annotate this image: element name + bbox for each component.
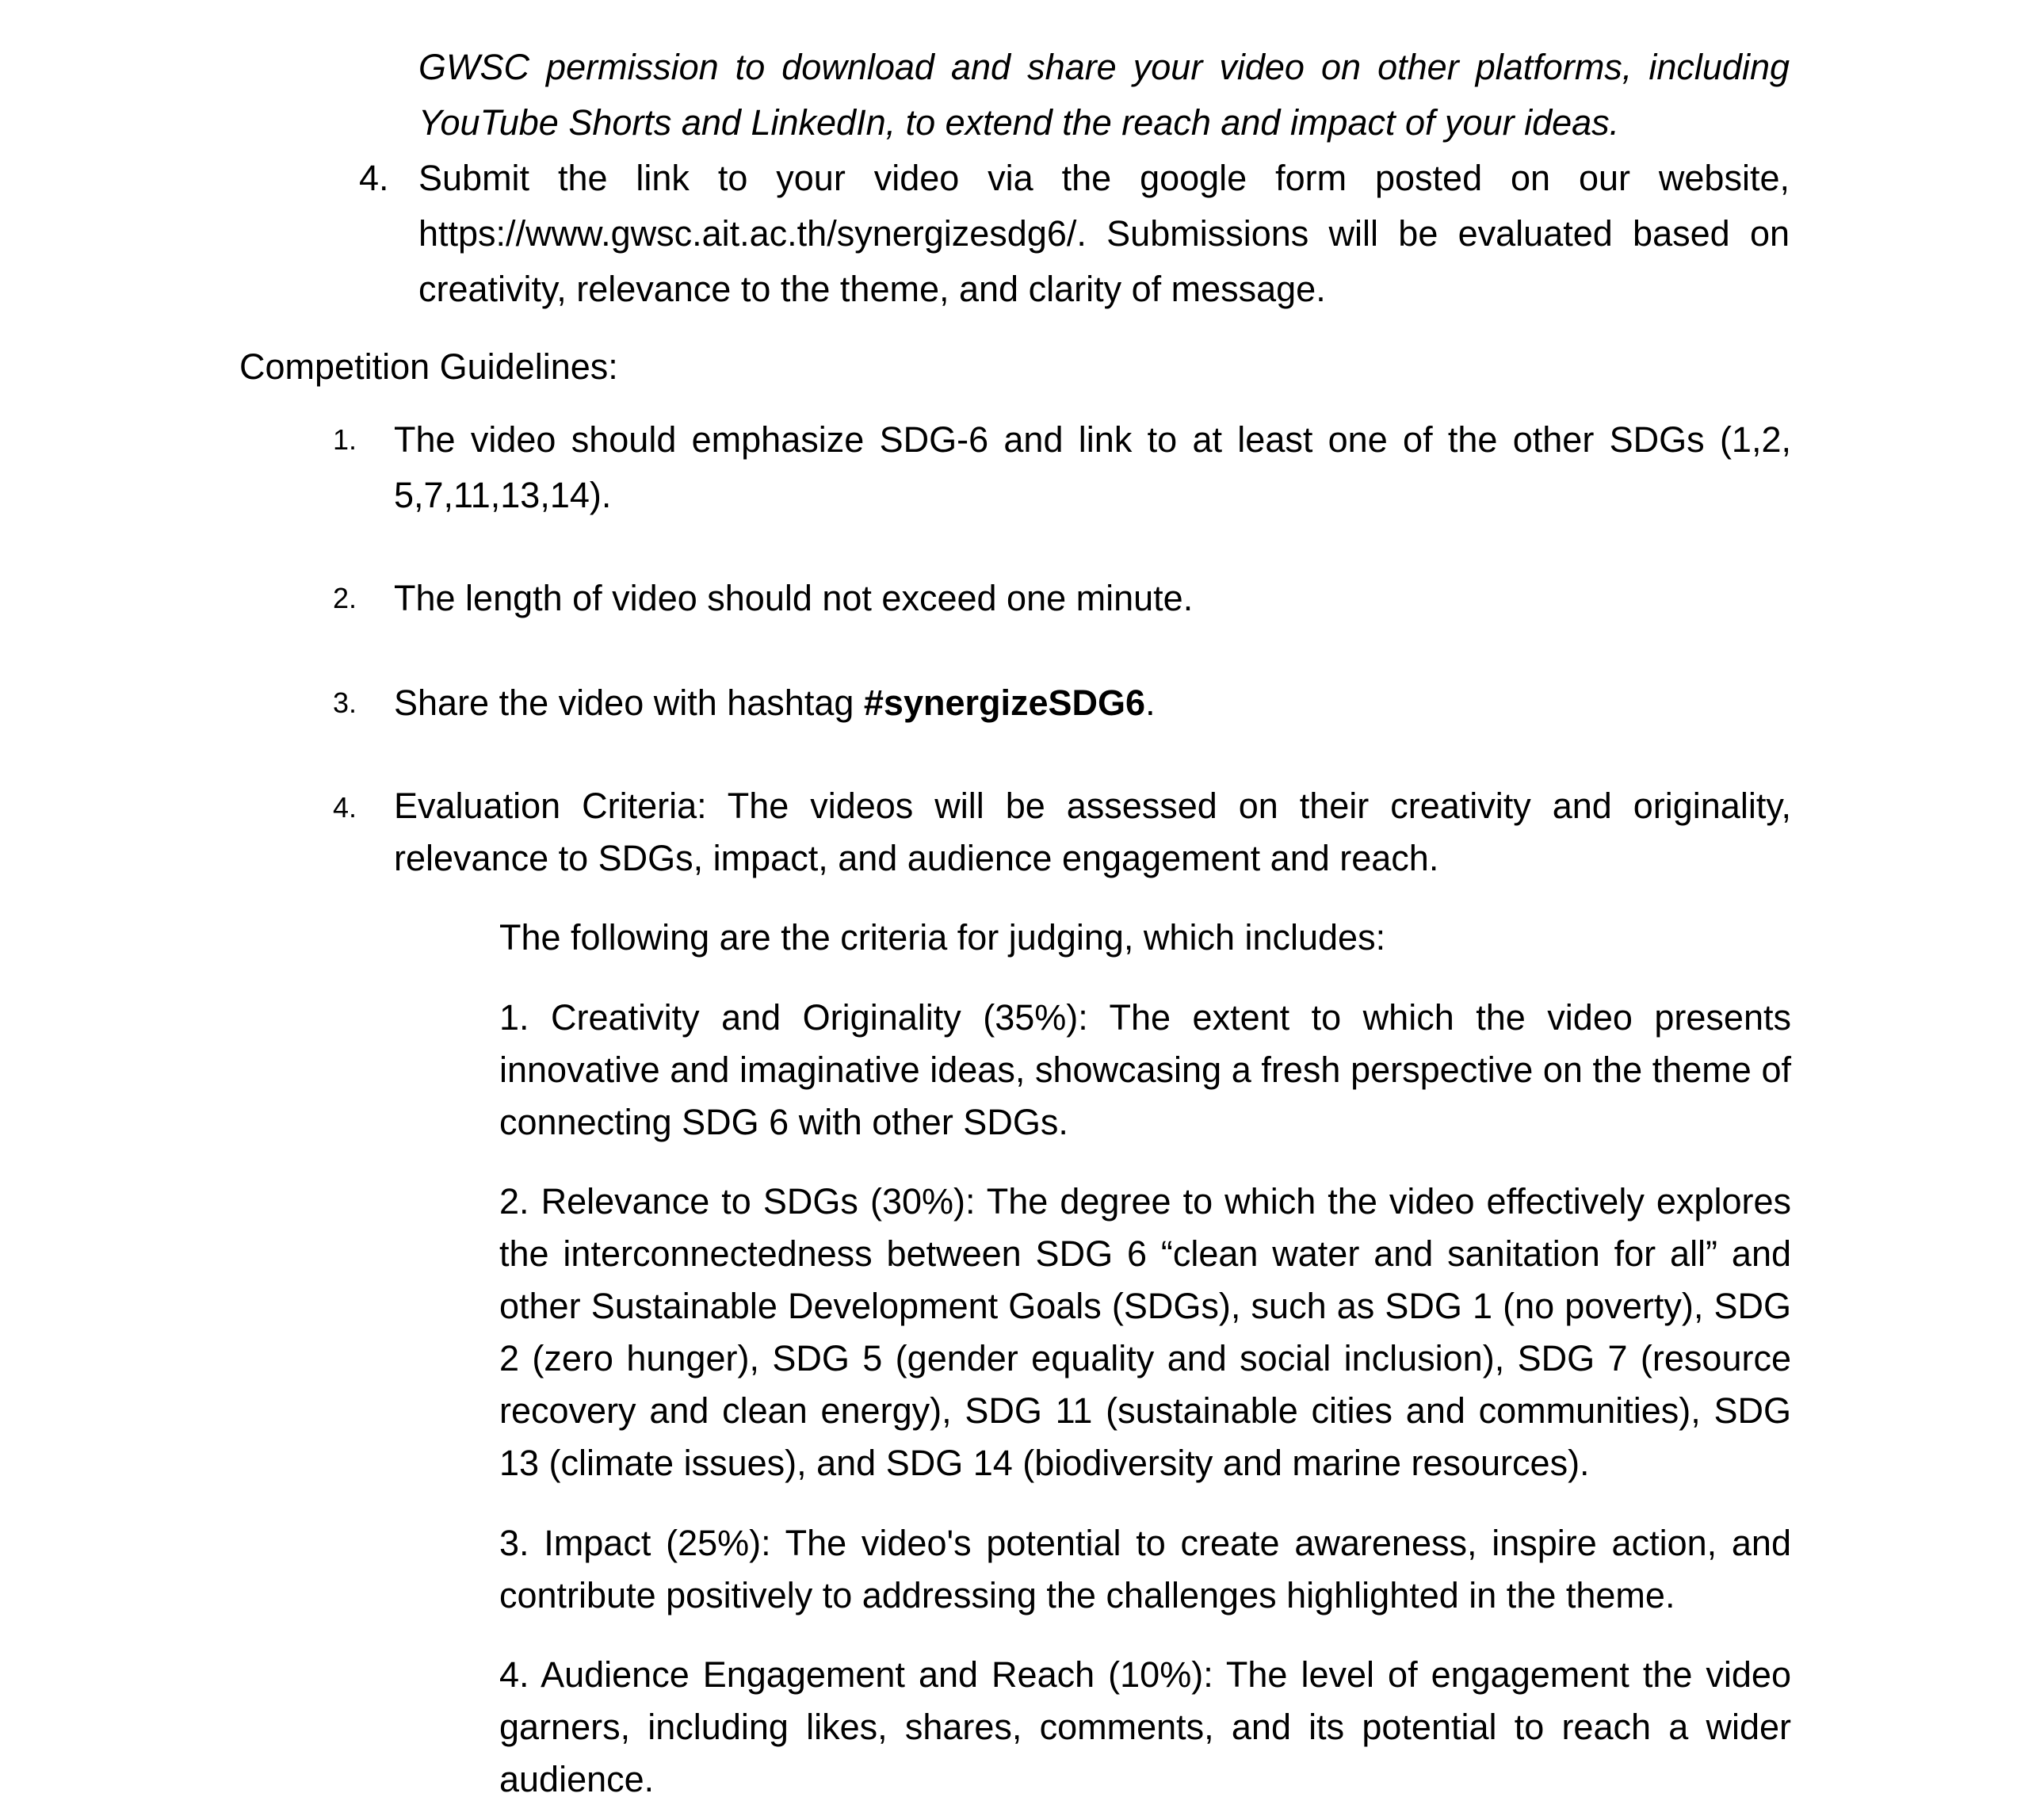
criterion-3: 3. Impact (25%): The video's potential to create awareness, inspire action, and contribute positively to addressing the challenges highlighted in the theme. bbox=[499, 1523, 1791, 1615]
guidelines-heading: Competition Guidelines: bbox=[239, 346, 618, 387]
step-4-paragraph: Submit the link to your video via the google form posted on our website, https://www.gwsc.ait.ac.th/synergizesdg6/. Submissions will be evaluated based on creativity, relevance to the theme, and clarity of message. bbox=[418, 158, 1790, 309]
guideline-3-text bbox=[394, 675, 1791, 731]
criterion-2: 2. Relevance to SDGs (30%): The degree to which the video effectively explores the interconnectedness between SDG 6 “clean water and sanitation for all” and other Sustainable Development Goals (SDGs), such as SDG 1 (no poverty), SDG 2 (zero hunger), SDG 5 (gender equality and social inclusion), SDG 7 (resource recovery and clean energy), SDG 11 (sustainable cities and communities), SDG 13 (climate issues), and SDG 14 (biodiversity and marine resources). bbox=[499, 1181, 1791, 1483]
criterion-4: 4. Audience Engagement and Reach (10%): The level of engagement the video garners, including likes, shares, comments, and its potential to reach a wider audience. bbox=[499, 1654, 1791, 1799]
criterion-1: 1. Creativity and Originality (35%): The extent to which the video presents innovative and imaginative ideas, showcasing a fresh perspective on the theme of connecting SDG 6 with other SDGs. bbox=[499, 997, 1791, 1142]
guideline-2-marker: 2. bbox=[333, 582, 357, 614]
guideline-1-marker: 1. bbox=[333, 423, 357, 456]
hashtag: #synergizeSDG6 bbox=[863, 682, 1146, 723]
guideline-4-marker: 4. bbox=[333, 791, 357, 824]
guideline-4-text: Evaluation Criteria: The videos will be assessed on their creativity and originality, relevance to SDGs, impact, and audience engagement and reach. bbox=[394, 786, 1791, 878]
step-4-marker: 4. bbox=[359, 158, 389, 198]
intro-continuation-paragraph: GWSC permission to download and share your video on other platforms, including YouTube Shorts and LinkedIn, to extend the reach and impact of your ideas. bbox=[418, 47, 1790, 143]
guideline-3-text-before: Share the video with hashtag bbox=[394, 682, 864, 723]
guideline-3-marker: 3. bbox=[333, 686, 357, 719]
guideline-1-text: The video should emphasize SDG-6 and link to at least one of the other SDGs (1,2, 5,7,11,13,14). bbox=[394, 419, 1791, 515]
guideline-3-text-after: . bbox=[1145, 682, 1156, 723]
criteria-intro: The following are the criteria for judging, which includes: bbox=[499, 917, 1386, 958]
guideline-2-text: The length of video should not exceed one minute. bbox=[394, 578, 1194, 618]
